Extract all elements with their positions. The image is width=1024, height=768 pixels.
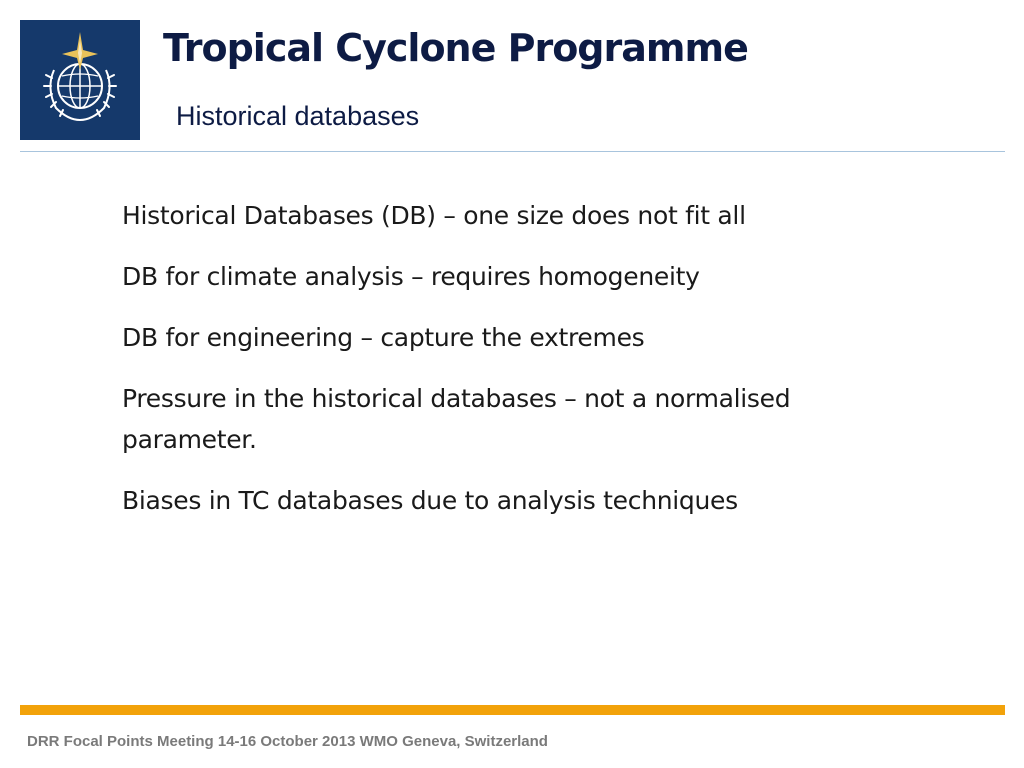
wmo-emblem-icon: [20, 20, 140, 140]
slide-title: Tropical Cyclone Programme: [163, 26, 748, 70]
list-item: Biases in TC databases due to analysis techniques: [122, 486, 738, 515]
footer-bar: [20, 705, 1005, 715]
header-divider: [20, 151, 1005, 152]
list-item: Historical Databases (DB) – one size does not fit all: [122, 201, 746, 230]
list-item: DB for climate analysis – requires homogeneity: [122, 262, 700, 291]
footer-text: DRR Focal Points Meeting 14-16 October 2013 WMO Geneva, Switzerland: [27, 733, 548, 750]
content-list: [122, 195, 902, 541]
list-item: Pressure in the historical databases – not a normalised parameter.: [122, 384, 791, 454]
list-item: DB for engineering – capture the extremes: [122, 323, 645, 352]
slide-subtitle: Historical databases: [176, 101, 420, 131]
